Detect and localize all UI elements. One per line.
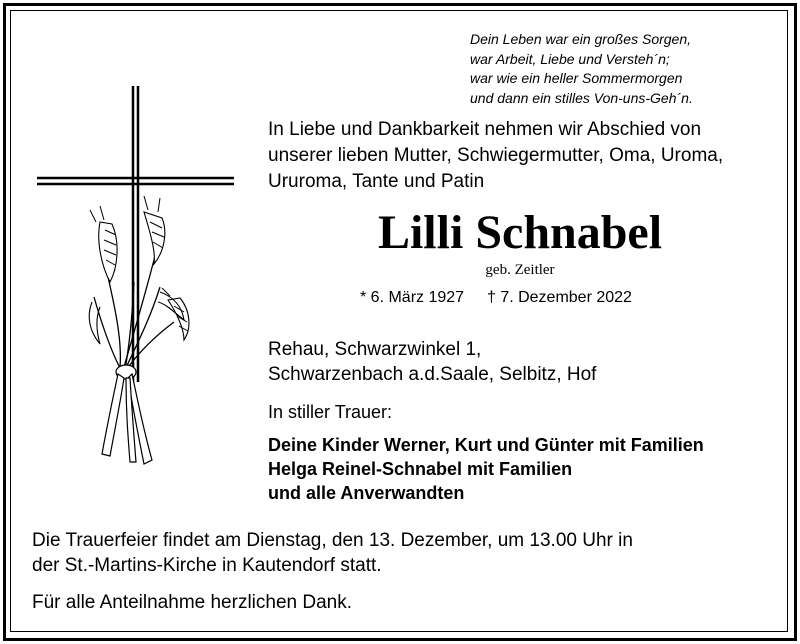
- deceased-name: Lilli Schnabel: [377, 206, 663, 259]
- death-date: † 7. Dezember 2022: [486, 289, 632, 306]
- thanks-text: Für alle Anteilnahme herzlichen Dank.: [32, 592, 353, 613]
- address-line: Schwarzenbach a.d.Saale, Selbitz, Hof: [268, 364, 597, 385]
- poem-line: war wie ein heller Sommermorgen: [470, 70, 683, 86]
- poem-line: und dann ein stilles Von-uns-Geh´n.: [470, 89, 693, 106]
- poem-line: war Arbeit, Liebe und Versteh´n;: [470, 50, 670, 67]
- intro-line: Ururoma, Tante und Patin: [268, 171, 485, 192]
- mourner-line: Helga Reinel-Schnabel mit Familien: [268, 459, 573, 479]
- mourner-line: und alle Anverwandten: [268, 483, 465, 503]
- life-dates: [360, 289, 700, 307]
- mourning-label: In stiller Trauer:: [268, 402, 393, 422]
- maiden-name: geb. Zeitler: [485, 262, 555, 278]
- address-line: Rehau, Schwarzwinkel 1,: [268, 339, 482, 360]
- birth-date: * 6. März 1927: [360, 289, 465, 306]
- intro-line: unserer lieben Mutter, Schwiegermutter, Oma, Uroma,: [268, 145, 724, 166]
- mourners-list: [268, 433, 704, 505]
- service-info: [32, 528, 633, 578]
- intro-line: In Liebe und Dankbarkeit nehmen wir Abschied von: [268, 119, 702, 140]
- address: [268, 337, 596, 387]
- poem: [470, 30, 770, 108]
- mourner-line: Deine Kinder Werner, Kurt und Günter mit Familien: [268, 435, 704, 455]
- poem-line: Dein Leben war ein großes Sorgen,: [470, 31, 692, 47]
- intro-text: [268, 117, 778, 195]
- cross-with-wheat-icon: [34, 82, 254, 472]
- service-line: Die Trauerfeier findet am Dienstag, den 13. Dezember, um 13.00 Uhr in: [32, 530, 633, 551]
- service-line: der St.-Martins-Kirche in Kautendorf statt.: [32, 555, 382, 576]
